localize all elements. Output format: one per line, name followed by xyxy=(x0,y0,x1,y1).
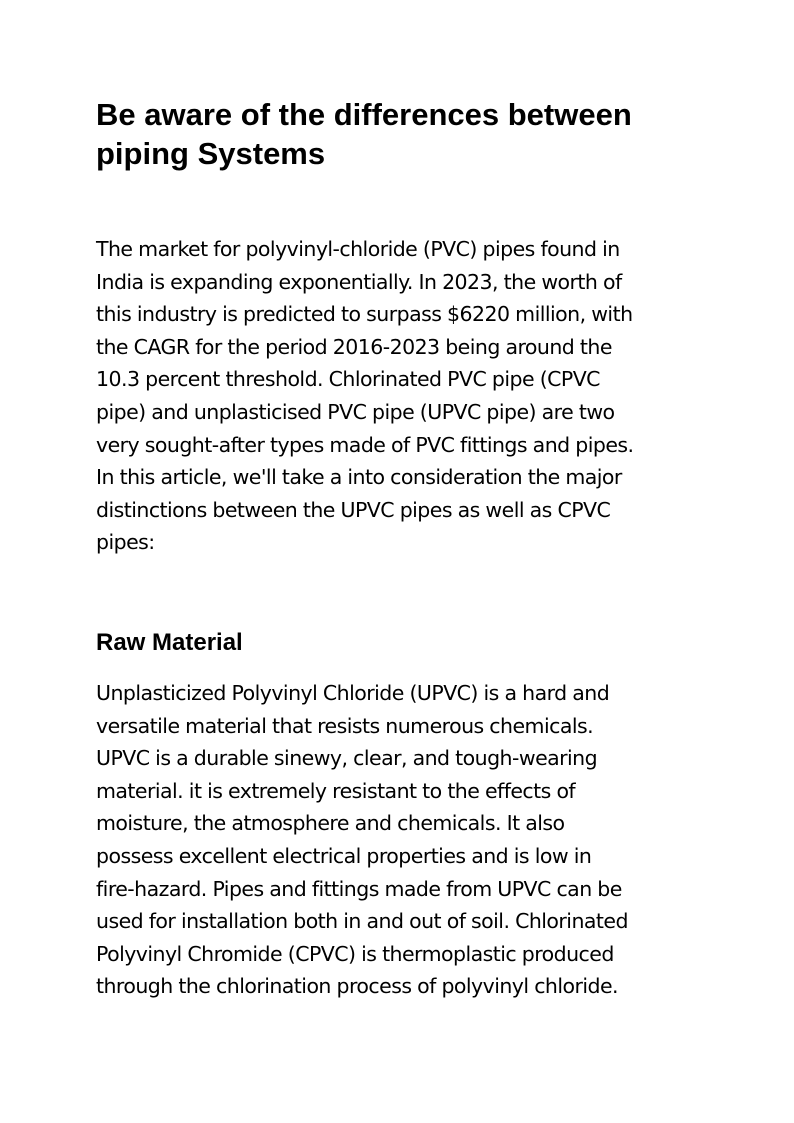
paragraph-line: distinctions between the UPVC pipes as well as CPVC xyxy=(96,497,611,522)
paragraph-line: possess excellent electrical properties and is low in xyxy=(96,843,592,868)
document-page xyxy=(96,0,706,1123)
title-line: Be aware of the differences between xyxy=(96,97,632,132)
paragraph-line: In this article, we'll take a into consideration the major xyxy=(96,465,622,490)
paragraph-line: Unplasticized Polyvinyl Chloride (UPVC) is a hard and xyxy=(96,681,610,705)
paragraph-line: versatile material that resists numerous chemicals. xyxy=(96,713,594,738)
raw-material-paragraph xyxy=(96,677,706,1003)
intro-paragraph xyxy=(96,233,706,559)
paragraph-line: pipes: xyxy=(96,530,155,555)
paragraph-line: India is expanding exponentially. In 2023, the worth of xyxy=(96,269,622,294)
paragraph-line: UPVC is a durable sinewy, clear, and tough-wearing xyxy=(96,746,598,771)
paragraph-line: used for installation both in and out of soil. Chlorinated xyxy=(96,909,628,934)
paragraph-line: The market for polyvinyl-chloride (PVC) pipes found in xyxy=(96,237,620,261)
paragraph-line: through the chlorination process of polyvinyl chloride. xyxy=(96,974,619,999)
paragraph-line: Polyvinyl Chromide (CPVC) is thermoplastic produced xyxy=(96,941,614,966)
paragraph-line: pipe) and unplasticised PVC pipe (UPVC pipe) are two xyxy=(96,399,615,424)
paragraph-line: fire-hazard. Pipes and fittings made from UPVC can be xyxy=(96,876,622,901)
title-line: piping Systems xyxy=(96,136,326,171)
paragraph-line: this industry is predicted to surpass $6220 million, with xyxy=(96,302,633,327)
paragraph-line: material. it is extremely resistant to the effects of xyxy=(96,778,576,803)
paragraph-line: 10.3 percent threshold. Chlorinated PVC pipe (CPVC xyxy=(96,367,600,392)
paragraph-line: very sought-after types made of PVC fittings and pipes. xyxy=(96,432,634,457)
page-title xyxy=(96,95,696,173)
paragraph-line: the CAGR for the period 2016-2023 being around the xyxy=(96,334,612,359)
section-heading-raw-material: Raw Material xyxy=(96,629,243,656)
paragraph-line: moisture, the atmosphere and chemicals. It also xyxy=(96,811,565,836)
